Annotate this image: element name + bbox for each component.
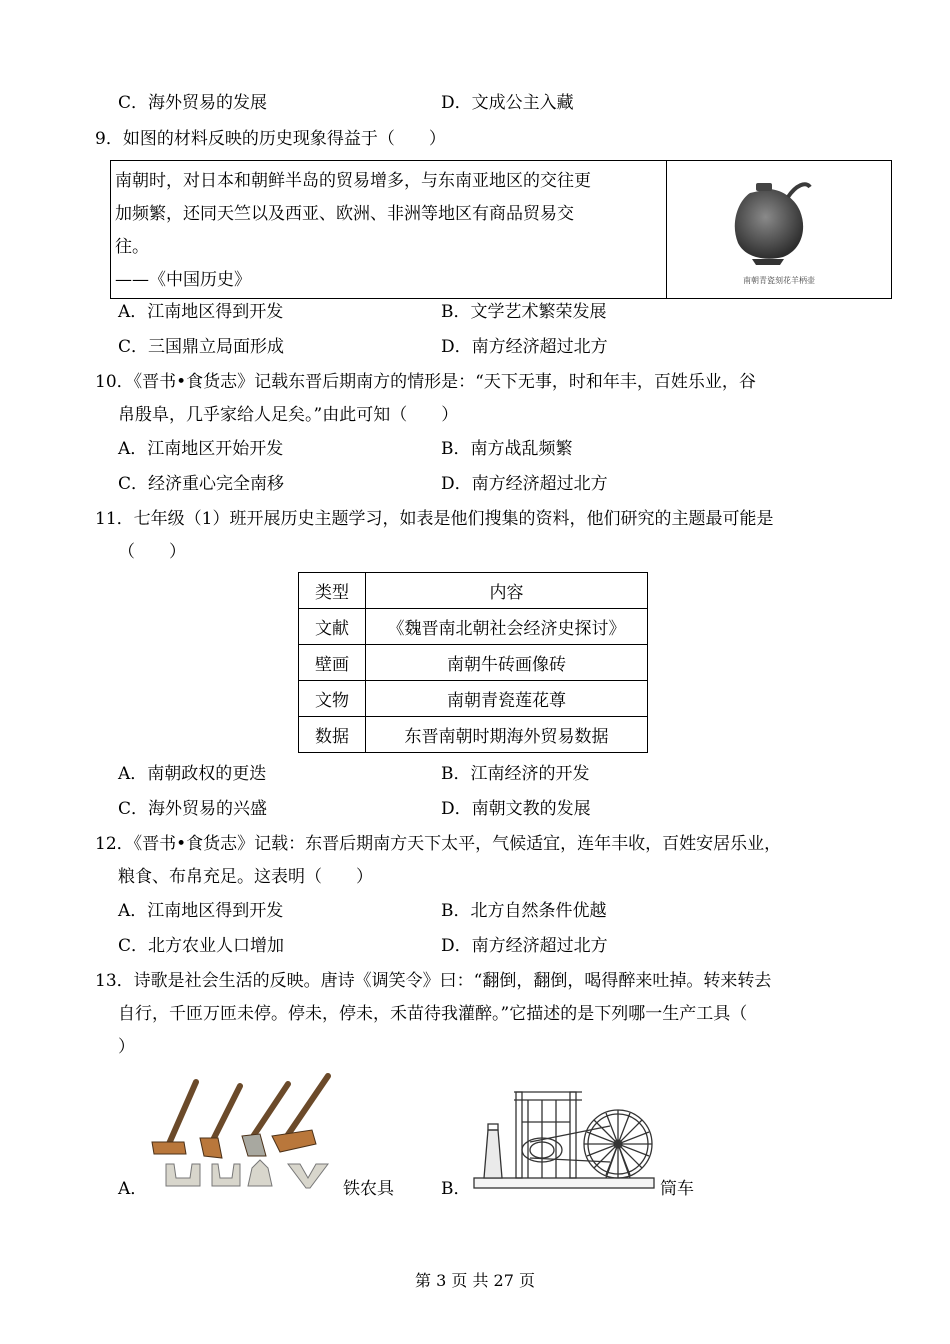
q11-option-c: C．海外贸易的兴盛 bbox=[118, 799, 268, 819]
q13-stem: 13．诗歌是社会生活的反映。唐诗《调笑令》曰：“翻倒，翻倒，喝得醉来吐掉。转来转去 bbox=[95, 971, 772, 991]
q9-material-box bbox=[110, 160, 892, 299]
page-number-footer: 第 3 页 共 27 页 bbox=[415, 1271, 535, 1290]
q11-stem: 11．七年级（1）班开展历史主题学习，如表是他们搜集的资料，他们研究的主题最可能是 bbox=[95, 509, 774, 529]
table-row bbox=[299, 645, 648, 681]
q9-stem: 9．如图的材料反映的历史现象得益于（ ） bbox=[95, 129, 446, 149]
q9-material-text bbox=[111, 161, 667, 298]
q11-option-b: B．江南经济的开发 bbox=[441, 764, 590, 784]
q12-option-d: D．南方经济超过北方 bbox=[441, 936, 608, 956]
table-cell: 文献 bbox=[299, 609, 366, 645]
q10-option-d: D．南方经济超过北方 bbox=[441, 474, 608, 494]
q13-option-a-letter: A． bbox=[118, 1179, 148, 1199]
q10-option-c: C．经济重心完全南移 bbox=[118, 474, 285, 494]
q9-material-line: 南朝时，对日本和朝鲜半岛的贸易增多，与东南亚地区的交往更 bbox=[115, 171, 591, 191]
q9-option-d: D．南方经济超过北方 bbox=[441, 337, 608, 357]
table-cell: 《魏晋南北朝社会经济史探讨》 bbox=[366, 609, 648, 645]
table-cell: 南朝青瓷莲花尊 bbox=[366, 681, 648, 717]
q12-stem-cont: 粮食、布帛充足。这表明（ ） bbox=[118, 867, 373, 887]
q13-option-b-letter: B． bbox=[441, 1179, 471, 1199]
table-cell: 壁画 bbox=[299, 645, 366, 681]
q10-stem-cont: 帛殷阜，几乎家给人足矣。”由此可知（ ） bbox=[118, 405, 459, 425]
q9-option-b: B．文学艺术繁荣发展 bbox=[441, 302, 607, 322]
table-cell: 南朝牛砖画像砖 bbox=[366, 645, 648, 681]
q12-option-b: B．北方自然条件优越 bbox=[441, 901, 607, 921]
q12-option-c: C．北方农业人口增加 bbox=[118, 936, 285, 956]
table-cell: 数据 bbox=[299, 717, 366, 753]
table-header-cell: 内容 bbox=[366, 573, 648, 609]
iron-farm-tools-illustration bbox=[148, 1068, 340, 1198]
table-row bbox=[299, 717, 648, 753]
tube-wheel-illustration bbox=[470, 1082, 658, 1198]
q11-option-a: A．南朝政权的更迭 bbox=[118, 764, 267, 784]
table-header-cell: 类型 bbox=[299, 573, 366, 609]
q9-material-line: 加频繁，还同天竺以及西亚、欧洲、非洲等地区有商品贸易交 bbox=[115, 204, 574, 224]
q9-option-c: C．三国鼎立局面形成 bbox=[118, 337, 285, 357]
table-cell: 东晋南朝时期海外贸易数据 bbox=[366, 717, 648, 753]
q8-option-c: C．海外贸易的发展 bbox=[118, 93, 268, 113]
q13-option-a-label: 铁农具 bbox=[343, 1179, 394, 1199]
table-row bbox=[299, 681, 648, 717]
q9-material-source: ——《中国历史》 bbox=[115, 270, 251, 290]
q9-celadon-ewer-image bbox=[668, 161, 891, 298]
q10-stem: 10．《晋书•食货志》记载东晋后期南方的情形是：“天下无事，时和年丰，百姓乐业，谷 bbox=[95, 372, 756, 392]
q10-option-b: B．南方战乱频繁 bbox=[441, 439, 573, 459]
q9-image-caption: 南朝青瓷刻花羊柄壶 bbox=[743, 276, 815, 285]
q12-stem: 12．《晋书•食货志》记载：东晋后期南方天下太平，气候适宜，连年丰收，百姓安居乐业， bbox=[95, 834, 782, 854]
table-header-row bbox=[299, 573, 648, 609]
table-row bbox=[299, 609, 648, 645]
q12-option-a: A．江南地区得到开发 bbox=[118, 901, 284, 921]
q11-option-d: D．南朝文教的发展 bbox=[441, 799, 591, 819]
q9-option-a: A．江南地区得到开发 bbox=[118, 302, 284, 322]
q11-stem-cont: （ ） bbox=[118, 542, 186, 562]
celadon-ewer-illustration bbox=[668, 161, 891, 298]
q13-stem-end: ） bbox=[118, 1037, 135, 1057]
q13-option-b-label: 筒车 bbox=[660, 1179, 694, 1199]
q13-stem-cont: 自行，千匝万匝未停。停未，停未，禾苗待我灌醉。”它描述的是下列哪一生产工具（ bbox=[118, 1004, 748, 1024]
q10-option-a: A．江南地区开始开发 bbox=[118, 439, 284, 459]
table-cell: 文物 bbox=[299, 681, 366, 717]
q11-material-table bbox=[298, 572, 648, 753]
q9-material-line: 往。 bbox=[115, 237, 149, 257]
q8-option-d: D．文成公主入藏 bbox=[441, 93, 574, 113]
